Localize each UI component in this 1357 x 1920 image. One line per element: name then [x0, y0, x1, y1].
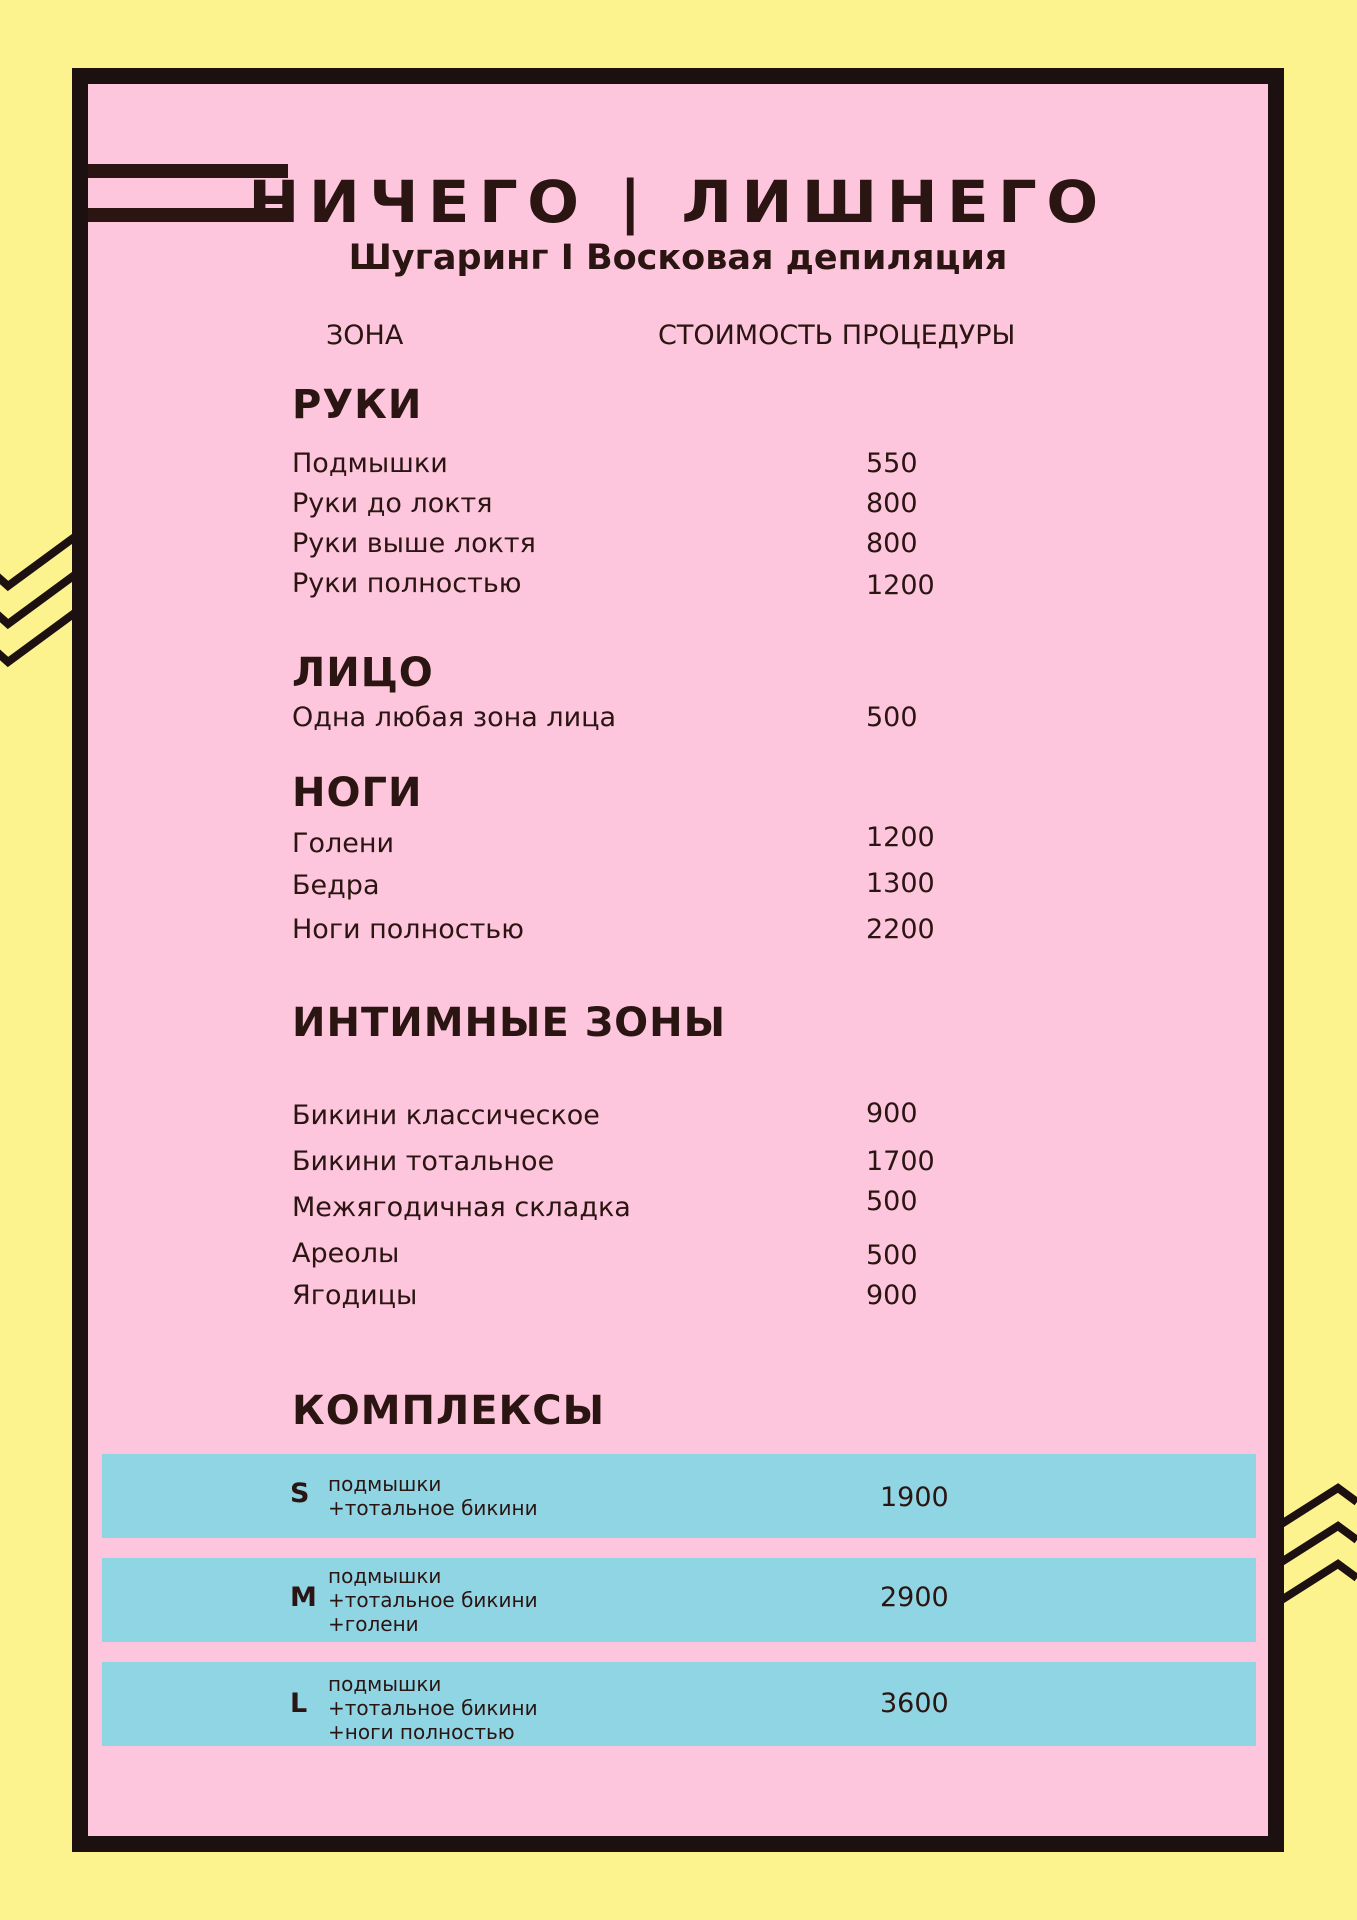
list-item-label: Подмышки — [292, 448, 448, 479]
list-item-price: 500 — [866, 1240, 918, 1271]
bundle-description: подмышки +тотальное бикини — [328, 1472, 538, 1520]
list-item-price: 1300 — [866, 868, 935, 899]
list-item-label: Межягодичная складка — [292, 1192, 631, 1223]
list-item-label: Руки полностью — [292, 568, 522, 599]
price-card — [72, 68, 1284, 1852]
list-item-label: Ноги полностью — [292, 914, 524, 945]
bundle-size: M — [290, 1582, 317, 1613]
list-item-label: Руки до локтя — [292, 488, 493, 519]
list-item-price: 1700 — [866, 1146, 935, 1177]
bundle-price: 3600 — [880, 1688, 949, 1719]
bundle-row-l — [102, 1662, 1256, 1746]
section-title-arms: РУКИ — [292, 382, 423, 428]
list-item-price: 500 — [866, 702, 918, 733]
list-item-price: 800 — [866, 488, 918, 519]
bundle-description: подмышки +тотальное бикини +голени — [328, 1564, 538, 1636]
bundle-size: L — [290, 1688, 308, 1719]
section-title-legs: НОГИ — [292, 770, 423, 816]
list-item-price: 550 — [866, 448, 918, 479]
list-item-price: 900 — [866, 1280, 918, 1311]
bundle-price: 1900 — [880, 1482, 949, 1513]
list-item-label: Голени — [292, 828, 395, 859]
page-title: НИЧЕГО | ЛИШНЕГО — [248, 168, 1108, 236]
bundle-row-m — [102, 1558, 1256, 1642]
bundle-size: S — [290, 1478, 310, 1509]
column-header-zone: ЗОНА — [326, 320, 404, 351]
list-item-label: Бедра — [292, 870, 380, 901]
chevron-stack-left-icon — [0, 530, 76, 690]
bundle-description: подмышки +тотальное бикини +ноги полностью — [328, 1672, 538, 1744]
list-item-label: Бикини классическое — [292, 1100, 600, 1131]
list-item-price: 800 — [866, 528, 918, 559]
bundle-row-s — [102, 1454, 1256, 1538]
section-title-bundles: КОМПЛЕКСЫ — [292, 1388, 606, 1434]
list-item-label: Бикини тотальное — [292, 1146, 555, 1177]
column-header-price: СТОИМОСТЬ ПРОЦЕДУРЫ — [658, 320, 1016, 351]
list-item-price: 500 — [866, 1186, 918, 1217]
list-item-label: Одна любая зона лица — [292, 702, 617, 733]
list-item-label: Руки выше локтя — [292, 528, 536, 559]
bundle-price: 2900 — [880, 1582, 949, 1613]
list-item-label: Ягодицы — [292, 1280, 418, 1311]
list-item-price: 1200 — [866, 570, 935, 601]
section-title-intimate: ИНТИМНЫЕ ЗОНЫ — [292, 1000, 727, 1046]
list-item-price: 2200 — [866, 914, 935, 945]
list-item-price: 1200 — [866, 822, 935, 853]
list-item-price: 900 — [866, 1098, 918, 1129]
chevron-stack-right-icon — [1272, 1482, 1357, 1642]
list-item-label: Ареолы — [292, 1238, 400, 1269]
page-subtitle: Шугаринг I Восковая депиляция — [348, 238, 1008, 278]
section-title-face: ЛИЦО — [292, 650, 434, 696]
